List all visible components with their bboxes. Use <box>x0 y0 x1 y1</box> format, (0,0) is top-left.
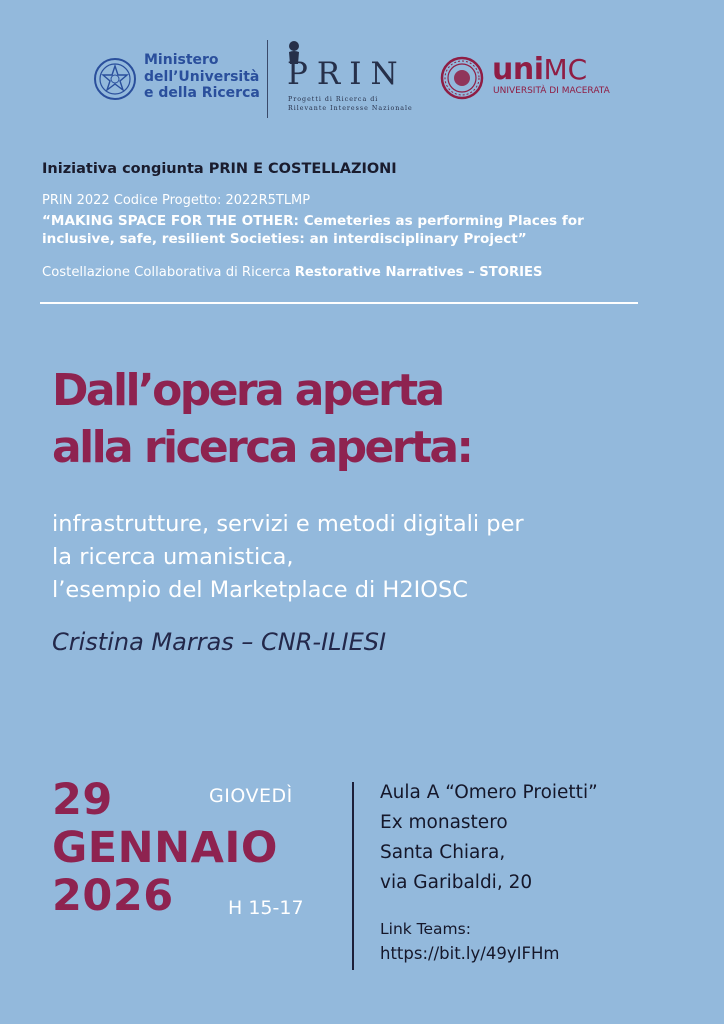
section-divider <box>40 302 638 304</box>
event-title-line-1: Dall’opera aperta <box>52 365 443 416</box>
venue-line-1: Aula A “Omero Proietti” <box>380 782 598 803</box>
italian-republic-emblem-icon <box>92 54 138 104</box>
date-month: GENNAIO <box>52 823 278 873</box>
venue-line-3: Santa Chiara, <box>380 842 506 863</box>
ministry-logo-text <box>144 52 260 102</box>
date-weekday: GIOVEDÌ <box>209 785 293 807</box>
teams-label: Link Teams: <box>380 920 471 938</box>
project-title-line-1: “MAKING SPACE FOR THE OTHER: Cemeteries as performing Places for <box>42 213 584 229</box>
initiative-title: Iniziativa congiunta PRIN E COSTELLAZIONI <box>42 161 397 177</box>
event-subtitle-line-2: la ricerca umanistica, <box>52 544 294 570</box>
ministry-line-2: dell’Università <box>144 68 260 85</box>
ministry-line-3: e della Ricerca <box>144 85 260 101</box>
logo-separator <box>267 40 268 118</box>
constellation-prefix: Costellazione Collaborativa di Ricerca <box>42 265 295 280</box>
unimc-mc: MC <box>543 53 588 86</box>
venue <box>380 778 598 898</box>
event-subtitle-line-3: l’esempio del Marketplace di H2IOSC <box>52 577 468 603</box>
venue-line-2: Ex monastero <box>380 812 508 833</box>
event-title-line-2: alla ricerca aperta: <box>52 422 472 473</box>
unimc-logo-subtitle: UNIVERSITÀ DI MACERATA <box>493 86 610 96</box>
event-title <box>52 362 471 476</box>
unimc-logo-word <box>492 52 587 87</box>
event-subtitle-line-1: infrastrutture, servizi e metodi digitali per <box>52 511 524 537</box>
ministry-line-1: Ministero <box>144 52 219 68</box>
date-year: 2026 <box>52 871 174 921</box>
event-hours: H 15-17 <box>228 897 304 919</box>
unimc-uni: uni <box>492 52 544 87</box>
project-title-line-2: inclusive, safe, resilient Societies: an interdisciplinary Project” <box>42 231 527 247</box>
project-title <box>42 212 662 248</box>
teams-link[interactable]: https://bit.ly/49yIFHm <box>380 944 560 963</box>
vertical-divider <box>352 782 354 970</box>
prin-logo-subtitle: Progetti di Ricerca di Rilevante Interesse Nazionale <box>288 96 413 112</box>
constellation-name: Restorative Narratives – STORIES <box>294 265 543 280</box>
date-day: 29 <box>52 775 113 825</box>
prin-logo-word: PRIN <box>287 56 407 92</box>
project-code-line: PRIN 2022 Codice Progetto: 2022R5TLMP <box>42 193 311 208</box>
speaker: Cristina Marras – CNR-ILIESI <box>52 628 387 656</box>
venue-line-4: via Garibaldi, 20 <box>380 872 533 893</box>
event-subtitle <box>52 508 524 607</box>
constellation-line <box>42 265 543 280</box>
university-seal-icon <box>440 56 484 100</box>
